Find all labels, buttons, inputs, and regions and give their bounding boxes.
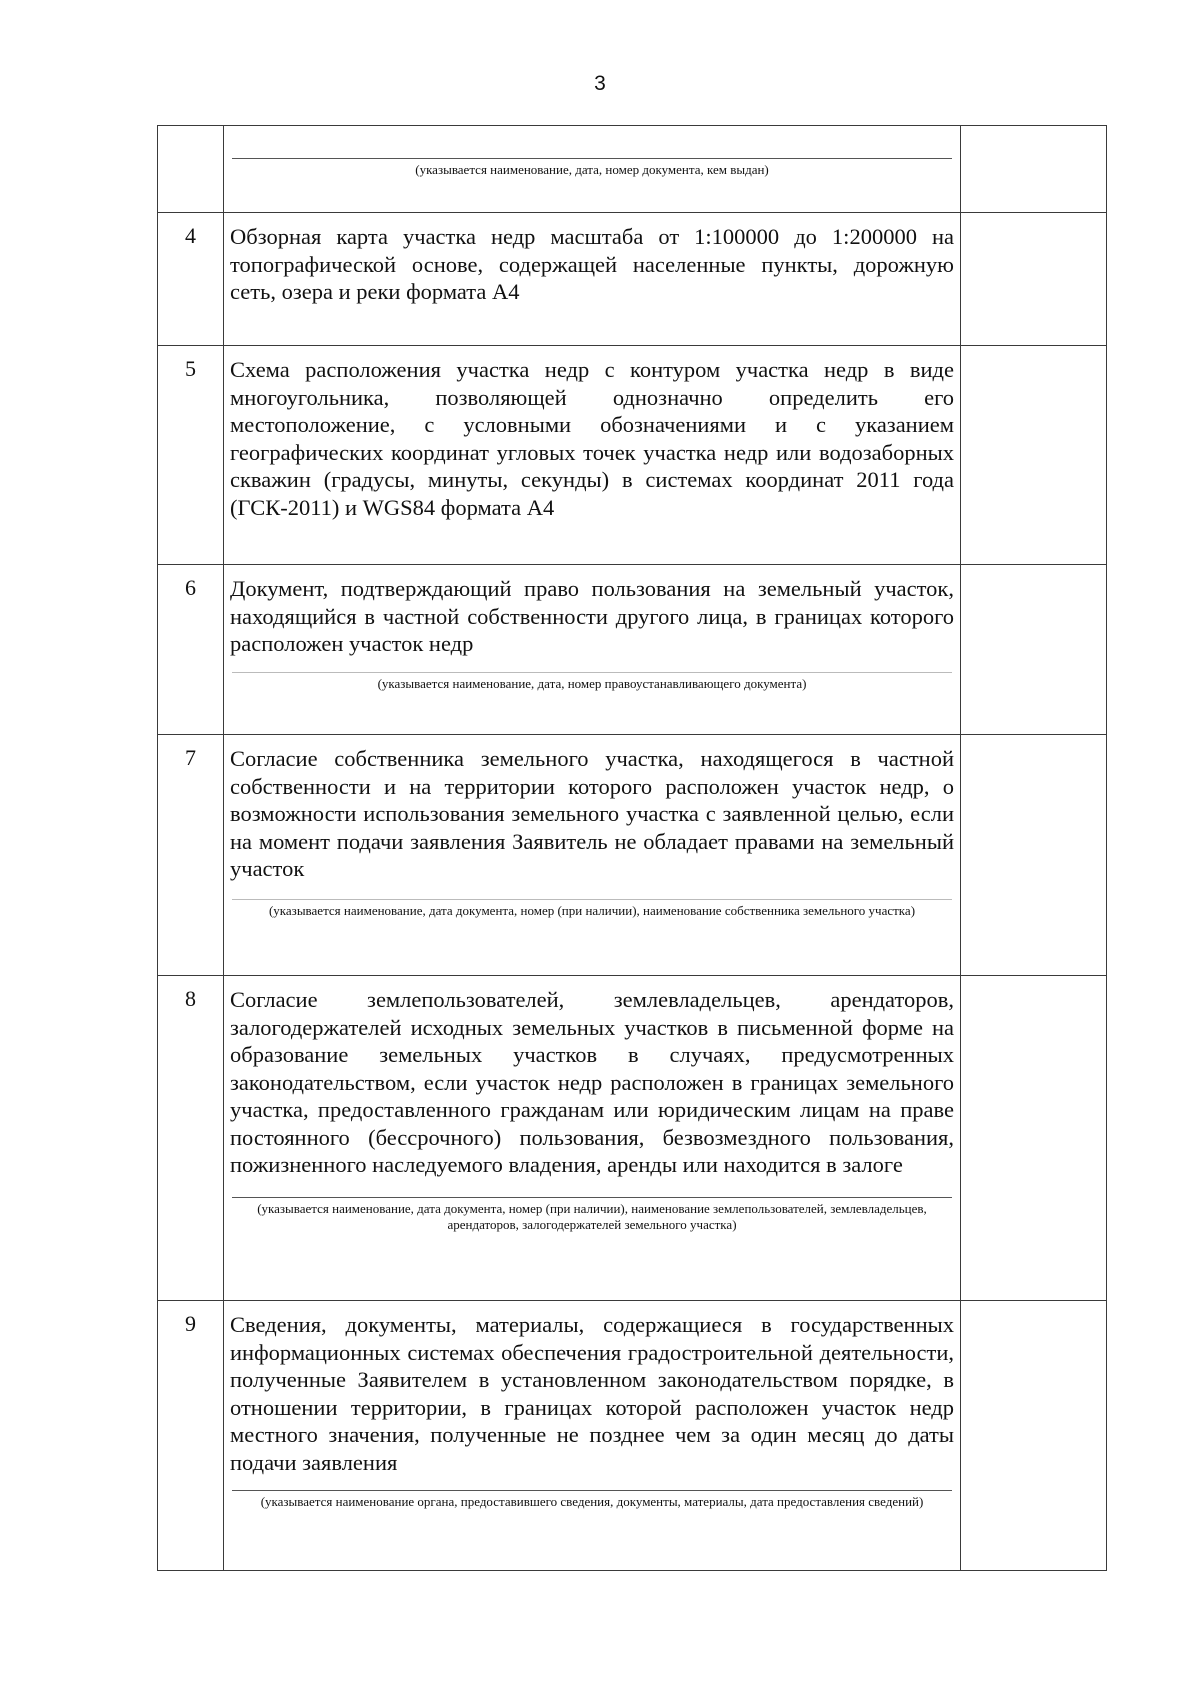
row-caption: (указывается наименование, дата, номер документа, кем выдан) <box>415 162 769 177</box>
fill-in-line <box>232 1490 952 1491</box>
page-number: 3 <box>594 72 606 95</box>
row-number: 4 <box>158 213 224 346</box>
row-caption: (указывается наименование, дата, номер правоустанавливающего документа) <box>377 675 807 691</box>
fill-in-line <box>232 899 952 900</box>
row-text: Схема расположения участка недр с контуром участка недр в виде многоугольника, позволяющей однозначно определить его местоположение, с условными обозначениями и с указанием географических координат угловых точек участка недр или водозаборных скважин (градусы, минуты, секунды) в системах координат 2011 года (ГСК-2011) и WGS84 формата А4 <box>230 357 954 520</box>
row-number: 6 <box>158 565 224 735</box>
row-extra-cell <box>961 346 1107 565</box>
row-extra-cell <box>961 213 1107 346</box>
row-extra-cell <box>961 976 1107 1301</box>
table-row <box>158 735 1107 976</box>
table-row <box>158 126 1107 213</box>
row-description <box>224 1301 961 1571</box>
row-description <box>224 976 961 1301</box>
fill-in-line <box>232 158 952 159</box>
row-text: Согласие землепользователей, землевладельцев, арендаторов, залогодержателей исходных земельных участков в письменной форме на образование земельных участков в случаях, предусмотренных законодательством, если участок недр расположен в границах земельного участка, предоставленного гражданам или юридическим лицам на праве постоянного (бессрочного) пользования, безвозмездного пользования, пожизненного наследуемого владения, аренды или находится в залоге <box>230 987 954 1177</box>
row-number: 9 <box>158 1301 224 1571</box>
row-text: Сведения, документы, материалы, содержащиеся в государственных информационных системах обеспечения градостроительной деятельности, полученные Заявителем в установленном законодательством порядке, в отношении территории, в границах которой расположен участок недр местного значения, полученные не позднее чем за один месяц до даты подачи заявления <box>230 1312 954 1475</box>
row-extra-cell <box>961 126 1107 213</box>
row-number: 7 <box>158 735 224 976</box>
row-description <box>224 126 961 213</box>
documents-table <box>157 125 1107 1571</box>
row-description <box>224 346 961 565</box>
row-description <box>224 735 961 976</box>
table-row <box>158 976 1107 1301</box>
table-row <box>158 213 1107 346</box>
row-extra-cell <box>961 1301 1107 1571</box>
fill-in-line <box>232 1197 952 1198</box>
row-number: 8 <box>158 976 224 1301</box>
row-text: Согласие собственника земельного участка, находящегося в частной собственности и на территории которого расположен участок недр, о возможности использования земельного участка с заявленной целью, если на момент подачи заявления Заявитель не обладает правами на земельный участок <box>230 746 954 881</box>
row-number <box>158 126 224 213</box>
row-caption: (указывается наименование органа, предоставившего сведения, документы, материалы, дата предоставления сведений) <box>260 1494 924 1509</box>
row-caption: (указывается наименование, дата документа, номер (при наличии), наименование землепользователей, землевладельцев, арендаторов, залогодержателей земельного участка) <box>257 1200 927 1232</box>
row-description <box>224 565 961 735</box>
row-extra-cell <box>961 565 1107 735</box>
fill-in-line <box>232 672 952 673</box>
row-description <box>224 213 961 346</box>
row-number: 5 <box>158 346 224 565</box>
row-text: Документ, подтверждающий право пользования на земельный участок, находящийся в частной собственности другого лица, в границах которого расположен участок недр <box>230 576 954 656</box>
row-extra-cell <box>961 735 1107 976</box>
table-row <box>158 346 1107 565</box>
row-caption: (указывается наименование, дата документа, номер (при наличии), наименование собственника земельного участка) <box>268 902 916 918</box>
row-text: Обзорная карта участка недр масштаба от 1:100000 до 1:200000 на топографической основе, содержащей населенные пункты, дорожную сеть, озера и реки формата А4 <box>230 224 954 304</box>
table-row <box>158 1301 1107 1571</box>
table-row <box>158 565 1107 735</box>
